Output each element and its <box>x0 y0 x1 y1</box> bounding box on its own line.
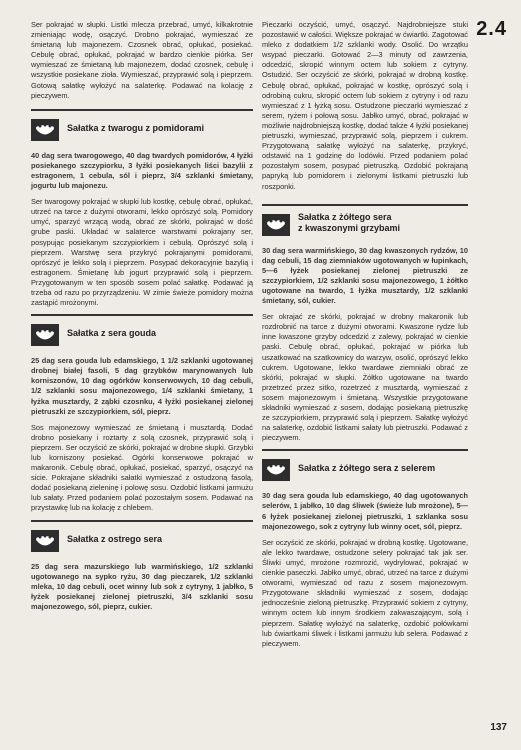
recipe-method: Ser twarogowy pokrajać w słupki lub kostkę, cebulę obrać, opłukać, utrzeć na tarce z dużymi otworami, lekko oprószyć solą. Pomidory umyć, sparzyć wrzącą wodą, obrać ze skórki, pokrajać w dość grube paski. Układać w salaterce warstwami pokrajany ser, posypując posiekanym szczypiorkiem i cebulą. Oprószyć solą i pieprzem. Warstwę sera przykryć pokrajanymi pomidorami, oprószyć je lekko solą i pieprzem. Posypać dekoracyjnie bazylią i estragonem. Śmietanę lub jogurt przyprawić solą i pieprzem. Przygotowanym w ten sposób sosem polać sałatkę. Podawać ją trzeba od razu po przyrządzeniu. W zimie świeże pomidory można zastąpić mrożonymi. <box>31 197 253 308</box>
recipe-header-gouda <box>31 314 253 352</box>
recipe-method: Sos majonezowy wymieszać ze śmietaną i musztardą. Dodać drobno posiekany i roztarty z solą czosnek, przyprawić solą i pieprzem. Ser oczyścić ze skórki, pokrajać w drobne słupki. Grzybki lub korniszony posiekać. Ogórki konserwowe pokrajać w makaronik. Cebulę obrać, opłukać, posiekać, sparzyć, osączyć na sicie. Pokrajane składniki sałatki wymieszać z ostudzoną fasolą, dodać posiekaną zieleninę i polowę sosu. Ozdobić listkami jarmużu lub sałaty. Przed podaniem polać pozostałym sosem. Podawać na przystawkę lub na kolację z chlebem. <box>31 422 253 513</box>
section-number: 2.4 <box>476 18 507 40</box>
right-intro-paragraph: Pieczarki oczyścić, umyć, osączyć. Najdrobniejsze stuki pozostawić w całości. Większe pokrajać w ćwiartki. Zagotować mleko z dodatkiem 1/2 szklanki wody. Osolić. Do wrzątku wsypać pieczarki. Gotować 2—3 minuty od zawrzenia, odcedzić, skropić winnym octem lub sokiem z cytryny. Ostudzić. Ser oczyścić ze skórki, pokrajać w drobną kostkę. Cebulę obrać, opłukać, pokrajać w kostkę, oprószyć solą i odrobiną cukru, skropić octem lub sokiem z cytryny i od razu wymieszać z 1 łyżką sosu. Ostudzone pieczarki wymieszać z serem, ryżem i połową sosu. Jabłko umyć, obrać, pokrajać w możliwie najdrobniejszą kostkę, dodać także 4 łyżki posiekanej pietruszki, wymieszać, przyprawić solą, pieprzem i cukrem. Przygotowaną sałatkę wyłożyć na salaterkę, przykryć, odstawić na 1 godzinę do lodówki. Przed podaniem polać pozostałym sosem, posypać pietruszką. Ozdobić pokrajaną papryką lub pomidorem i zielonymi listkami pietruszki lub roszponki. <box>262 20 468 191</box>
recipe-title <box>298 212 400 234</box>
recipe-ingredients: 25 dag sera gouda lub edamskiego, 1 1/2 szklanki ugotowanej drobnej białej fasoli, 5 dag grzybków marynowanych lub korniszonów, 10 dag ogórków konserwowych, 10 dag cebuli, 1/2 szklanki sosu majonezowego, 1/4 szklanki śmietany, 1 łyżka musztardy, 2 ząbki czosnku, 4 łyżki posiekanej zielonej pietruszki ze szczypiorkiem, sól, pieprz. <box>31 356 253 416</box>
salad-bowl-icon <box>262 459 290 481</box>
recipe-ingredients: 40 dag sera twarogowego, 40 dag twardych pomidorów, 4 łyżki posiekanego szczypiorku, 3 łyżki posiekanych liści bazylii z estragonem, 1 cebula, sól i pieprz, 3/4 szklanki śmietany, jogurtu lub majonezu. <box>31 150 253 191</box>
recipe-title-line-1: Sałatka z żółtego sera <box>298 211 392 222</box>
recipe-title: Sałatka z twarogu z pomidorami <box>67 122 205 133</box>
left-column <box>31 20 253 618</box>
recipe-method: Ser oczyścić ze skórki, pokrajać w drobną kostkę. Ugotowane, ale lekko twardawe, ostudzone selery pokrajać tak jak ser. Śliwki umyć, mrożone rozmrozić, wydrylować, pokrajać w cienkie paseczki. Jabłko umyć, obrać, utrzeć na tarce z dużymi otworami, wymieszać od razu z sosem majonezowym. Przygotowane składniki wymieszać z sosem, dodając jednocześnie zieloną pietruszkę. Przyprawić sokiem z cytryny, winnym octem lub innym środkiem zakwaszającym, solą i pieprzem. Sałatkę wyłożyć na salaterkę, ozdobić połówkami lub ćwiartkami śliwek i listkami jarmużu lub selera. Podawać z pieczywem. <box>262 537 468 648</box>
recipe-ingredients: 30 dag sera gouda lub edamskiego, 40 dag ugotowanych selerów, 1 jabłko, 10 dag śliwek (świeże lub mrożone), 5—6 łyżek posiekanej zielonej pietruszki, 1 szklanka sosu majonezowego, sok z cytryny lub winny ocet, sól, pieprz. <box>262 491 468 531</box>
recipe-method: Ser okrajać ze skórki, pokrajać w drobny makaronik lub rozdrobnić na tarce z dużymi otworami. Kwaszone rydze lub inne kwaszone grzyby odcedzić z zalewy, pokrajać w cienkie paski. Cebulę obrać, opłukać, pokrajać w piórka lub uszatkować na szatkownicy do warzyw, osolić, oprószyć lekko cukrem. Ugotowane, lekko twardawe ziemniaki obrać ze skórki, pokrajać w słupki. Żółtko ugotowane na twardo przetrzeć przez sitko, rozetrzeć z musztardą, wymieszać z sosem majonezowym i śmietaną. Wszystkie przygotowane składniki wymieszać z sosem, dodając posiekaną pietruszkę ze szczypiorkiem, przyprawić solą i pieprzem. Sałatkę wyłożyć na salaterkę, ozdobić listkami sałaty lub pietruszki. Podawać z pieczywem. <box>262 312 468 443</box>
salad-bowl-icon <box>31 530 59 552</box>
recipe-header-twarog <box>31 109 253 147</box>
recipe-header-ostry <box>31 520 253 558</box>
salad-bowl-icon <box>262 214 290 236</box>
recipe-ingredients: 25 dag sera mazurskiego lub warmińskiego, 1/2 szklanki ugotowanego na sypko ryżu, 30 dag pieczarek, 1/2 szklanki mleka, 10 dag cebuli, ocet winny lub sok z cytryny, 1 jabłko, 5 łyżek posiekanej zielonej pietruszki, 3/4 szklanki sosu majonezowego, sól, pieprz, cukier. <box>31 561 253 611</box>
page-number: 137 <box>490 722 507 733</box>
recipe-title: Sałatka z ostrego sera <box>67 533 163 544</box>
recipe-title-line-2: z kwaszonymi grzybami <box>298 222 401 233</box>
right-column <box>262 20 468 655</box>
recipe-header-seler <box>262 449 468 487</box>
salad-bowl-icon <box>31 324 59 346</box>
recipe-title: Sałatka z żółtego sera z selerem <box>298 463 436 474</box>
recipe-title: Sałatka z sera gouda <box>67 328 157 339</box>
left-intro-paragraph: Ser pokrajać w słupki. Listki mlecza przebrać, umyć, kilkakrotnie zmieniając wodę, osączyć. Drobno pokrajać, wymieszać ze śmietaną lub majonezem. Czosnek obrać, opłukać, posiekać. Cebulę obrać, opłukać, pokrajać w bardzo cienkie piórka. Ser wymieszać ze śmietaną lub majonezem, dodać czosnek, cebulę i wszystkie posiekane zioła. Wymieszać, przyprawić solą i pieprzem. Gotową sałatkę wyłożyć na salaterkę. Podawać na kolację z pieczywem. <box>31 20 253 100</box>
recipe-ingredients: 30 dag sera warmińskiego, 30 dag kwaszonych rydzów, 10 dag cebuli, 15 dag ziemniaków ugotowanych w łupinkach, 5—6 łyżek posiekanej zielonej pietruszki ze szczypiorkiem, 1/2 szklanki sosu majonezowego, 1 żółtko ugotowane na twardo, 1 łyżka musztardy, 1/2 szklanki śmietany, sól, cukier. <box>262 245 468 306</box>
recipe-header-grzyby <box>262 204 468 242</box>
salad-bowl-icon <box>31 119 59 141</box>
